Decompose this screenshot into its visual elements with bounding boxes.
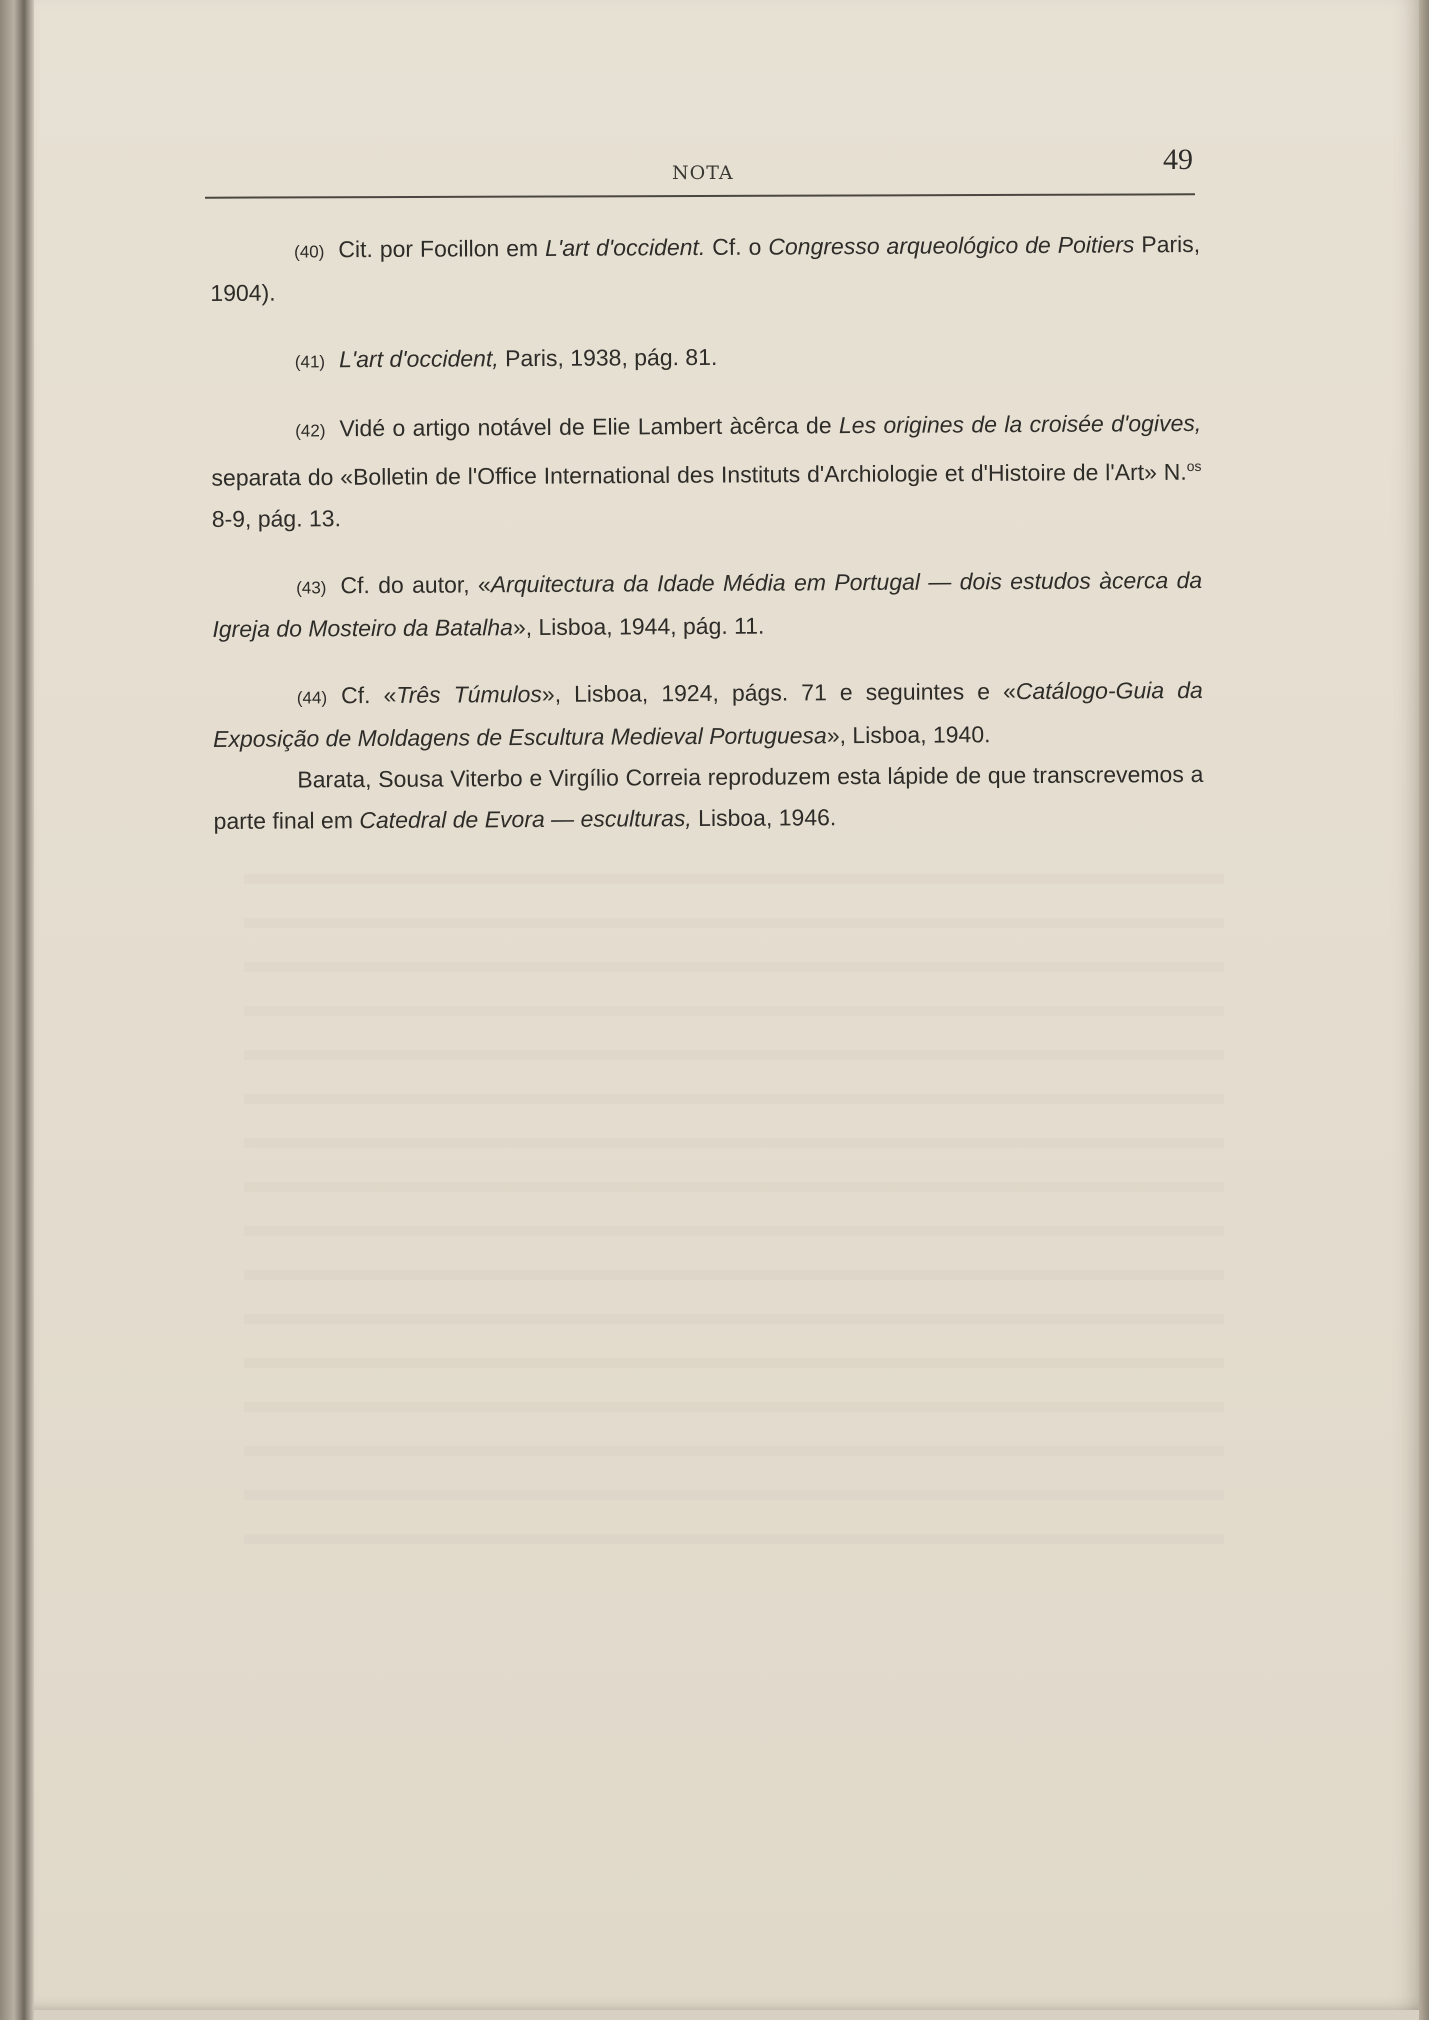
footnote-text: Cf. « [340,681,397,708]
italic-title: Les origines de la croisée d'ogives, [838,409,1202,439]
footnote-text: Paris, 1904). [210,230,1201,306]
footnote [211,334,1201,383]
footnote-number: (43) [296,577,327,598]
footnote-continuation [213,754,1203,842]
footnotes [210,224,1204,868]
footnote [212,560,1202,650]
footnote-text: Barata, Sousa Viterbo e Virgílio Correia reproduzem esta lápide de que transcrevemos a parte final em [213,760,1204,834]
footnote-text: », Lisboa, 1944, pág. 11. [512,612,765,640]
footnote-text: », Lisboa, 1924, págs. 71 e seguintes e « [541,677,1016,707]
footnote-number: (41) [294,352,326,372]
footnote-number: (40) [294,242,325,262]
footnote [210,224,1200,314]
footnote [211,403,1202,540]
footnote-text: separata do «Bolletin de l'Office International des Instituts d'Archiologie et d'Histoire de l'Art» N. [211,458,1187,491]
footnote-number: (44) [296,687,328,708]
footnote-text: Cf. o [705,233,769,260]
page-number: 49 [1163,143,1193,176]
italic-title: Congresso arqueológico de Poitiers [768,231,1135,260]
book-binding [0,0,34,2020]
running-head: NOTA [672,162,734,184]
italic-title: L'art d'occident. [545,233,706,261]
show-through-text [244,840,1224,1560]
page-edge [1419,0,1429,2020]
italic-title: Catálogo-Guia da Exposição de Moldagens de Escultura Medieval Portuguesa [213,676,1203,752]
italic-title: Três Túmulos [396,680,542,708]
footnote [213,670,1203,760]
footnote-text: Paris, 1938, pág. 81. [498,343,718,372]
footnote-number: (42) [295,421,326,441]
italic-title: Arquitectura da Idade Média em Portugal — dois estudos àcerca da Igreja do Mosteiro da Batalha [212,566,1203,642]
footnote-text: Cit. por Focillon em [338,234,546,263]
footnote-text: Lisboa, 1946. [691,803,837,831]
footnote-text: Cf. do autor, « [340,570,491,598]
italic-title: Catedral de Evora — esculturas, [359,804,692,833]
italic-title: L'art d'occident, [338,345,499,373]
footnote-text: os [1186,457,1202,475]
footnote-text: 8-9, pág. 13. [211,504,341,532]
footnote-text: », Lisboa, 1940. [826,720,991,748]
footnote-text: Vidé o artigo notável de Elie Lambert àcêrca de [339,412,840,442]
